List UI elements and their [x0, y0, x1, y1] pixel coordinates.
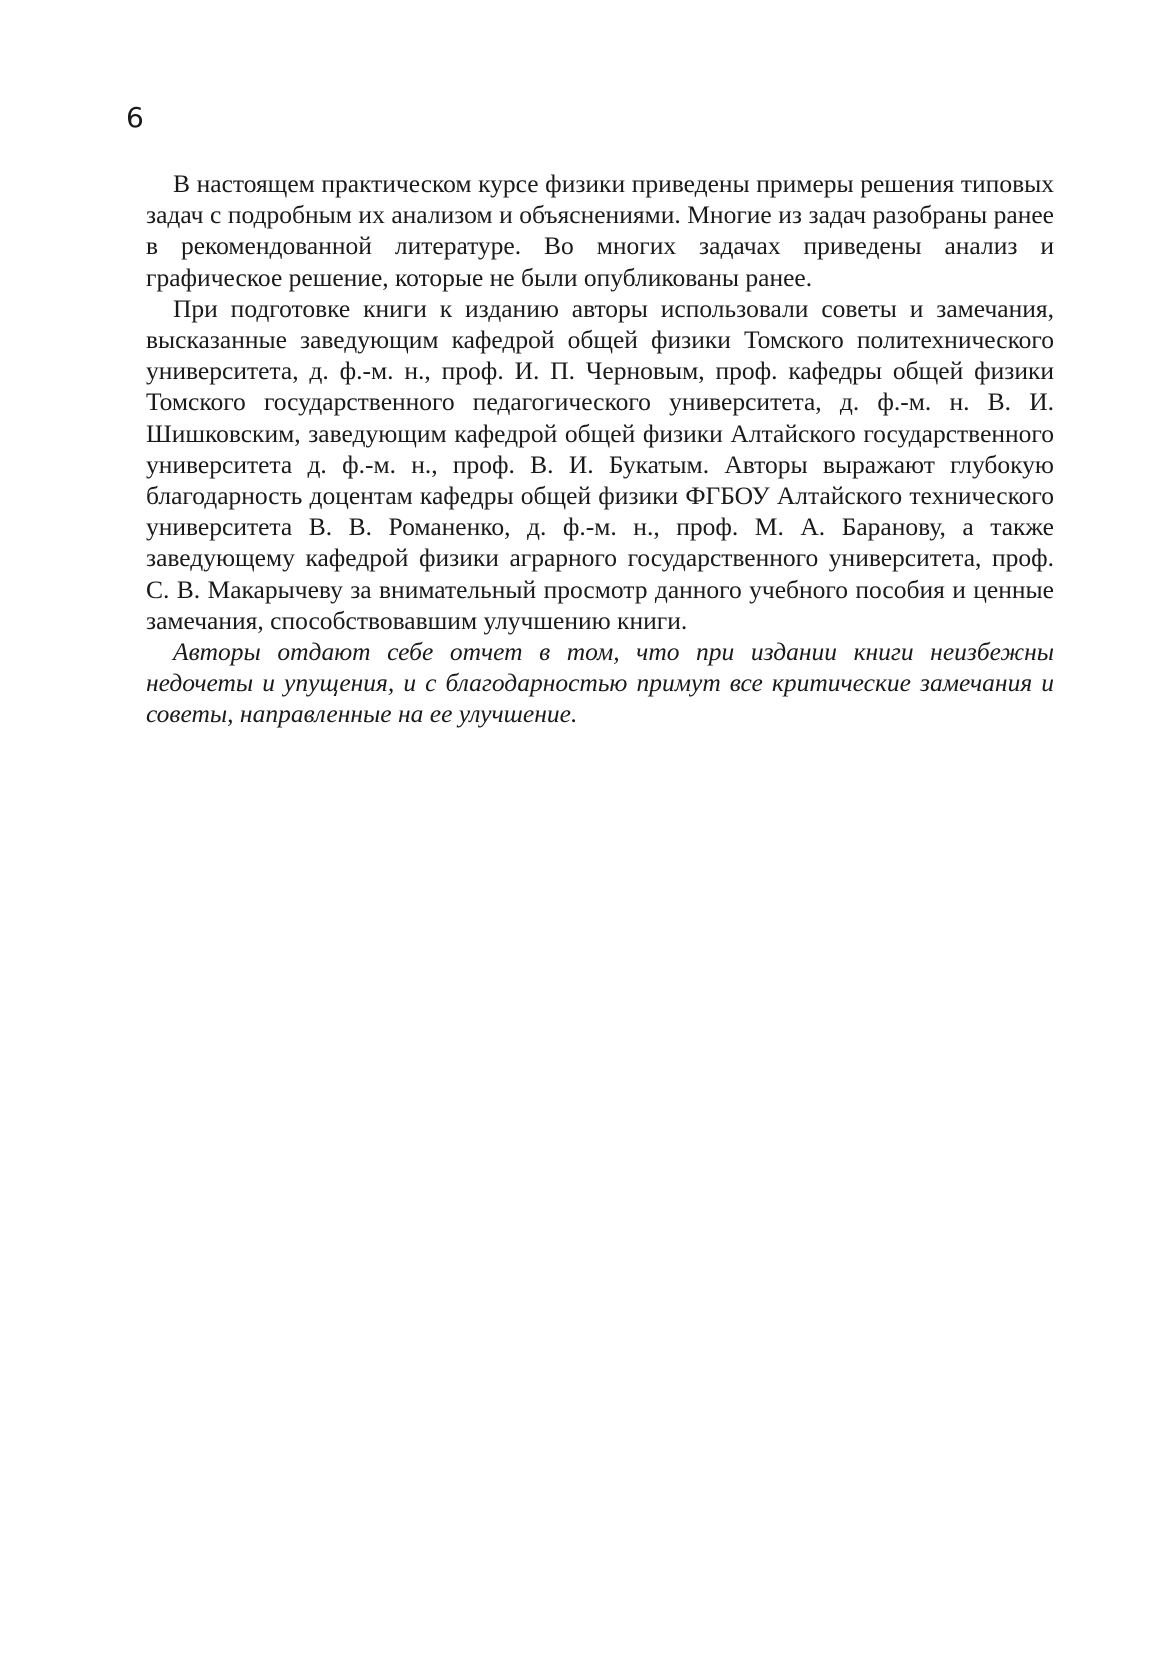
paragraph-closing-note: Авторы отдают себе отчет в том, что при издании книги неизбежны недочеты и упущения, и с благодарностью примут все критические замечания и советы, направленные на ее улучшение.	[146, 637, 1054, 729]
page-number: 6	[126, 101, 144, 134]
paragraph-acknowledgements: При подготовке книги к изданию авторы использовали советы и замечания, высказанные заведующим кафедрой общей физики Томского политехнического университета, д. ф.-м. н., проф. И. П. Черновым, проф. кафедры общей физики Томского государственного педагогического университета, д. ф.-м. н. В. И. Шишковским, заведующим кафедрой общей физики Алтайского государственного университета д. ф.-м. н., проф. В. И. Букатым. Авторы выражают глубокую благодарность доцентам кафедры общей физики ФГБОУ Алтайского технического университета В. В. Романенко, д. ф.-м. н., проф. М. А. Баранову, а также заведующему кафедрой физики аграрного государственного университета, проф. С. В. Макарычеву за внимательный просмотр данного учебного пособия и ценные замечания, способствовавшим улучшению книги.	[146, 293, 1054, 635]
body-text	[146, 168, 1054, 730]
paragraph-intro: В настоящем практическом курсе физики приведены примеры решения типовых задач с подробным их анализом и объяснениями. Многие из задач разобраны ранее в рекомендованной литературе. Во многих задачах приведены анализ и графическое решение, которые не были опубликованы ранее.	[146, 169, 1054, 292]
